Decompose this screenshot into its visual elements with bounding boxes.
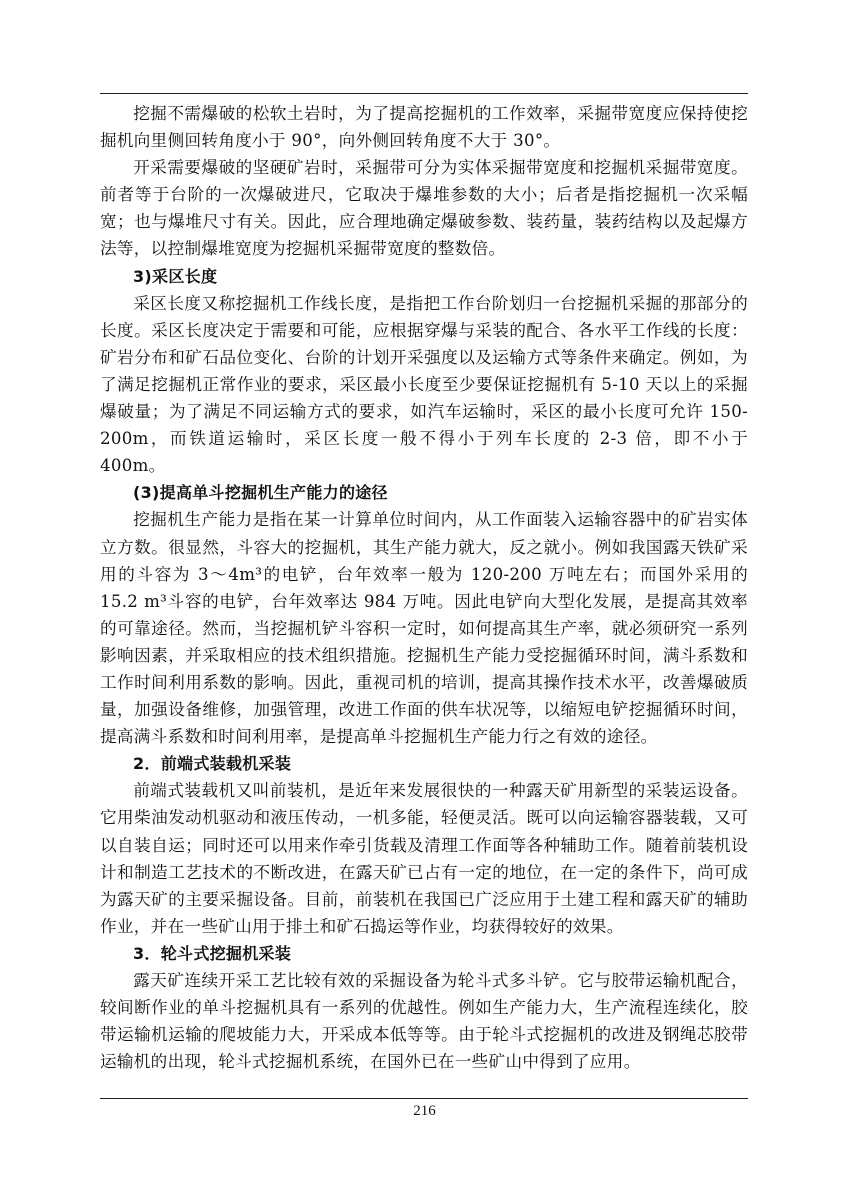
paragraph: 开采需要爆破的坚硬矿岩时，采掘带可分为实体采掘带宽度和挖掘机采掘带宽度。前者等于台阶的一次爆破进尺，它取决于爆堆参数的大小；后者是指挖掘机一次采幅宽；也与爆堆尺寸有关。因此，应合理地确定爆破参数、装药量，装药结构以及起爆方法等，以控制爆堆宽度为挖掘机采掘带宽度的整数倍。 [100,158,748,259]
paragraph: 露天矿连续开采工艺比较有效的采掘设备为轮斗式多斗铲。它与胶带运输机配合，较间断作业的单斗挖掘机具有一系列的优越性。例如生产能力大，生产流程连续化，胶带运输机运输的爬坡能力大，开采成本低等等。由于轮斗式挖掘机的改进及钢绳芯胶带运输机的出现，轮斗式挖掘机系统，在国外已在一些矿山中得到了应用。 [100,971,748,1072]
paragraph: 前端式装载机又叫前装机，是近年来发展很快的一种露天矿用新型的采装运设备。它用柴油发动机驱动和液压传动，一机多能，轻便灵活。既可以向运输容器装载，又可以自装自运；同时还可以用来作牵引货载及清理工作面等各种辅助工作。随着前装机设计和制造工艺技术的不断改进，在露天矿已占有一定的地位，在一定的条件下，尚可成为露天矿的主要采掘设备。目前，前装机在我国已广泛应用于土建工程和露天矿的辅助作业，并在一些矿山用于排土和矿石捣运等作业，均获得较好的效果。 [100,781,748,936]
page-body [100,100,748,1075]
paragraph: 挖掘不需爆破的松软土岩时，为了提高挖掘机的工作效率，采掘带宽度应保持使挖掘机向里侧回转角度小于 90°，向外侧回转角度不大于 30°。 [100,104,748,151]
section-heading: 2．前端式装载机采装 [133,754,292,774]
section-heading: (3)提高单斗挖掘机生产能力的途径 [133,483,388,503]
section-heading: 3．轮斗式挖掘机采装 [133,943,292,963]
header-rule [100,93,748,94]
section-heading: 3)采区长度 [133,266,218,286]
paragraph: 采区长度又称挖掘机工作线长度，是指把工作台阶划归一台挖掘机采掘的那部分的长度。采区长度决定于需要和可能，应根据穿爆与采装的配合、各水平工作线的长度：矿岩分布和矿石品位变化、台阶的计划开采强度以及运输方式等条件来确定。例如，为了满足挖掘机正常作业的要求，采区最小长度至少要保证挖掘机有 5-10 天以上的采掘爆破量；为了满足不同运输方式的要求，如汽车运输时，采区的最小长度可允许 150-200m，而铁道运输时，采区长度一般不得小于列车长度的 2-3 倍，即不小于 400m。 [100,293,748,476]
paragraph: 挖掘机生产能力是指在某一计算单位时间内，从工作面装入运输容器中的矿岩实体立方数。很显然，斗容大的挖掘机，其生产能力就大，反之就小。例如我国露天铁矿采用的斗容为 3～4m³的电铲，台年效率一般为 120-200 万吨左右；而国外采用的 15.2 m³斗容的电铲，台年效率达 984 万吨。因此电铲向大型化发展，是提高其效率的可靠途径。然而，当挖掘机铲斗容积一定时，如何提高其生产率，就必须研究一系列影响因素，并采取相应的技术组织措施。挖掘机生产能力受挖掘循环时间，满斗系数和工作时间利用系数的影响。因此，重视司机的培训，提高其操作技术水平，改善爆破质量，加强设备维修，加强管理，改进工作面的供车状况等，以缩短电铲挖掘循环时间，提高满斗系数和时间利用率，是提高单斗挖掘机生产能力行之有效的途径。 [100,510,748,747]
footer-rule [100,1098,748,1099]
page-number: 216 [413,1103,436,1119]
